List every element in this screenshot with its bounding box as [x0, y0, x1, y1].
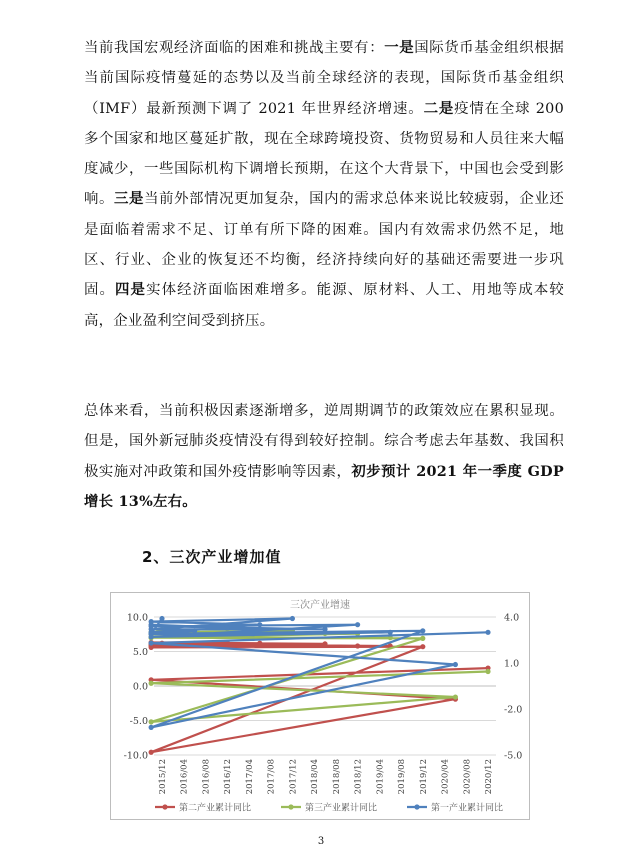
x-tick-label: 2019/04: [375, 759, 386, 795]
text-run: 当前我国宏观经济面临的困难和挑战主要有：: [84, 40, 385, 56]
data-point: [453, 662, 458, 667]
data-point: [453, 694, 458, 699]
data-point: [355, 622, 360, 627]
bold-run: 一是: [384, 39, 415, 56]
left-tick-label: 5.0: [132, 647, 148, 658]
chart-svg: [111, 593, 529, 819]
data-point: [485, 630, 490, 635]
data-point: [355, 643, 360, 648]
series-line-1: [151, 643, 488, 753]
x-tick-label: 2015/12: [158, 759, 168, 795]
bold-run: 初步预计 2021 年一季度 GDP 增长 13%左右。: [84, 462, 564, 510]
section-heading: 2、三次产业增加值: [142, 548, 282, 566]
data-point: [322, 641, 327, 646]
legend-swatch-marker: [288, 804, 293, 809]
legend-label: 第三产业累计同比: [305, 803, 378, 814]
legend-swatch-marker: [414, 804, 419, 809]
data-point: [420, 644, 425, 649]
page-number: 3: [317, 836, 325, 847]
right-tick-label: -5.0: [504, 750, 523, 762]
data-point: [149, 725, 154, 730]
data-point: [420, 636, 425, 641]
text-run: 实体经济面临困难增多。能源、原材料、人工、用地等成本较高，企业盈利空间受到挤压。: [84, 282, 564, 329]
data-point: [149, 719, 154, 724]
x-tick-label: 2016/08: [201, 759, 212, 795]
legend-label: 第一产业累计同比: [431, 803, 504, 814]
bold-run: 二是: [423, 99, 455, 117]
data-point: [290, 616, 295, 621]
bold-run: 四是: [115, 281, 147, 299]
left-tick-label: 0.0: [132, 681, 148, 693]
x-tick-label: 2020/08: [462, 759, 473, 795]
legend-swatch-marker: [162, 804, 167, 809]
data-point: [149, 640, 154, 645]
x-tick-label: 2019/12: [418, 759, 429, 795]
x-tick-label: 2016/12: [223, 759, 234, 795]
text-run: 当前外部情况更加复杂，国内的需求总体来说比较疲弱，企业还是面临着需求不足、订单有所下降的困难。国内有效需求仍然不足，地区、行业、企业的恢复还不均衡，经济持续向好的基础还需要进一步巩固。: [84, 191, 564, 299]
paragraph-challenges: [84, 33, 564, 336]
x-tick-label: 2020/12: [484, 759, 494, 795]
data-point: [290, 643, 295, 648]
right-tick-label: 1.0: [504, 658, 520, 670]
text-run: 总体来看，当前积极因素逐渐增多，逆周期调节的政策效应在累积显现。但是，国外新冠肺炎疫情没有得到较好控制。综合考虑去年基数、我国积极实施对冲政策和国外疫情影响等因素，: [84, 403, 564, 480]
x-tick-label: 2016/04: [179, 759, 190, 795]
paragraph-outlook: [84, 396, 564, 517]
data-point: [149, 631, 154, 636]
left-tick-label: -5.0: [129, 716, 148, 727]
data-point: [159, 616, 164, 621]
legend-label: 第二产业累计同比: [179, 803, 252, 814]
left-tick-label: -10.0: [123, 750, 148, 762]
data-point: [192, 628, 197, 633]
data-point: [149, 619, 154, 624]
data-point: [225, 625, 230, 630]
data-point: [485, 669, 490, 674]
data-point: [388, 630, 393, 635]
data-point: [257, 622, 262, 627]
x-tick-label: 2020/04: [440, 759, 451, 795]
x-tick-label: 2018/08: [331, 759, 342, 795]
data-point: [257, 641, 262, 646]
x-tick-label: 2017/04: [244, 759, 255, 795]
x-tick-label: 2018/12: [353, 759, 364, 795]
x-tick-label: 2019/08: [397, 759, 408, 795]
industry-growth-chart: [110, 592, 530, 820]
right-tick-label: -2.0: [504, 704, 523, 716]
text-run: 国际货币基金组织根据当前国际疫情蔓延的态势以及当前全球经济的表现，国际货币基金组织（IMF）最新预测下调了 2021 年世界经济增速。: [84, 40, 564, 117]
chart-title: 三次产业增速: [290, 600, 350, 611]
right-tick-label: 4.0: [504, 612, 520, 624]
data-point: [149, 750, 154, 755]
x-tick-label: 2018/04: [310, 759, 321, 795]
text-run: 疫情在全球 200 多个国家和地区蔓延扩散，现在全球跨境投资、货物贸易和人员往来大幅度减少，一些国际机构下调增长预期，在这个大背景下，中国也会受到影响。: [84, 100, 564, 208]
left-tick-label: 10.0: [126, 612, 148, 624]
data-point: [322, 627, 327, 632]
data-point: [420, 628, 425, 633]
bold-run: 三是: [114, 190, 145, 208]
data-point: [149, 681, 154, 686]
data-point: [149, 624, 154, 629]
x-tick-label: 2017/08: [266, 759, 277, 795]
x-tick-label: 2017/12: [288, 759, 299, 795]
